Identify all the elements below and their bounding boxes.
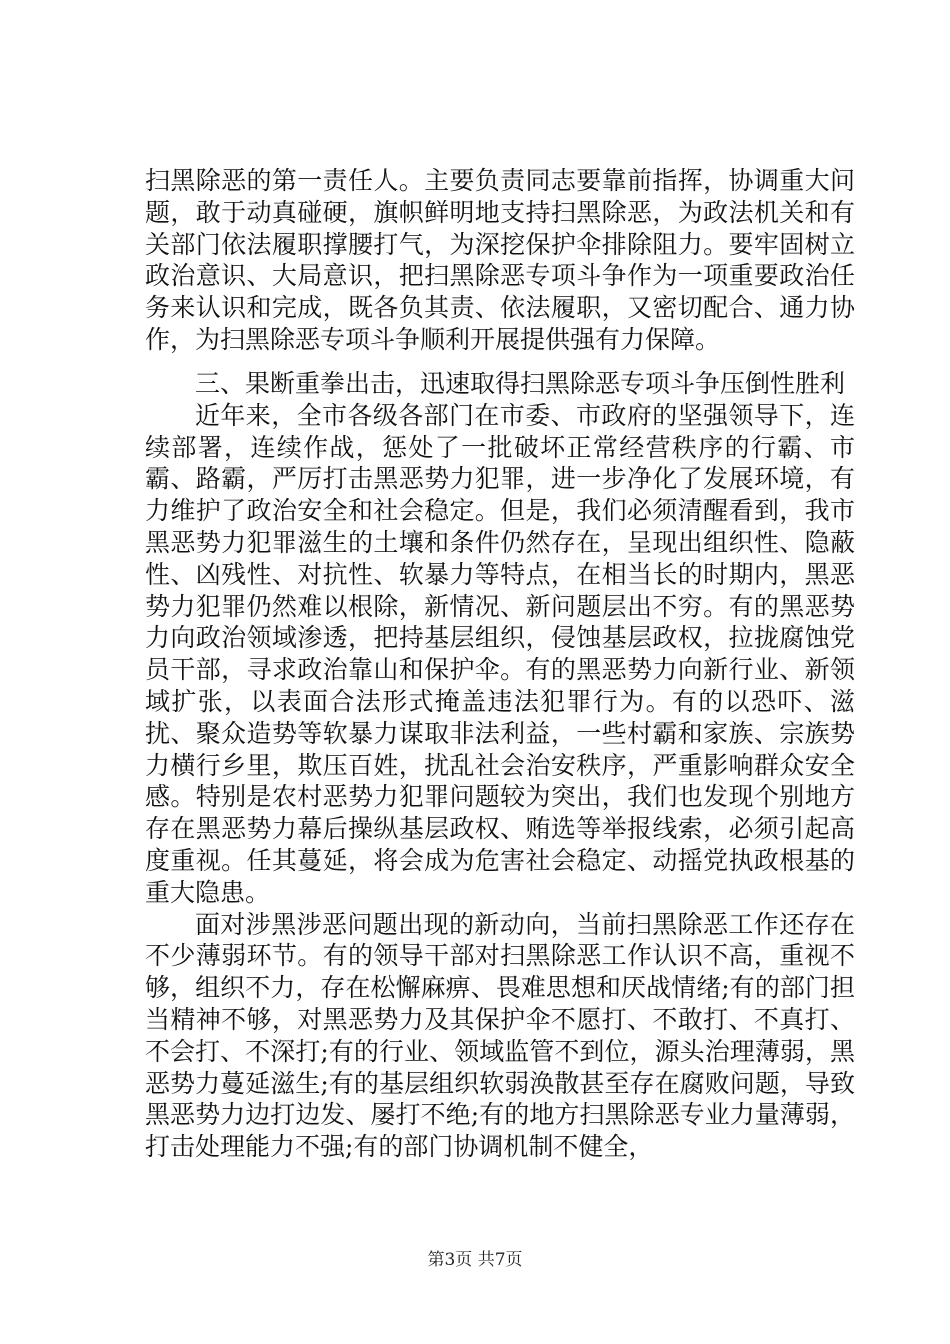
document-body <box>145 165 855 356</box>
paragraph-continuation: 扫黑除恶的第一责任人。主要负责同志要靠前指挥，协调重大问题，敢于动真碰硬，旗帜鲜明地支持扫黑除恶，为政法机关和有关部门依法履职撑腰打气，为深挖保护伞排除阻力。要牢固树立政治意识、大局意识，把扫黑除恶专项斗争作为一项重要政治任务来认识和完成，既各负其责、依法履职，又密切配合、通力协作，为扫黑除恶专项斗争顺利开展提供强有力保障。 <box>145 166 855 354</box>
paragraph-3: 面对涉黑涉恶问题出现的新动向，当前扫黑除恶工作还存在不少薄弱环节。有的领导干部对扫黑除恶工作认识不高，重视不够，组织不力，存在松懈麻痹、畏难思想和厌战情绪;有的部门担当精神不够，对黑恶势力及其保护伞不愿打、不敢打、不真打、不会打、不深打;有的行业、领域监管不到位，源头治理薄弱，黑恶势力蔓延滋生;有的基层组织软弱涣散甚至存在腐败问题，导致黑恶势力边打边发、屡打不绝;有的地方扫黑除恶专业力量薄弱，打击处理能力不强;有的部门协调机制不健全， <box>145 909 855 1162</box>
page-number: 第3页 共7页 <box>427 1250 523 1270</box>
document-section <box>145 368 855 1163</box>
page-footer <box>0 1245 950 1270</box>
paragraph-2: 近年来，全市各级各部门在市委、市政府的坚强领导下，连续部署，连续作战，惩处了一批破坏正常经营秩序的行霸、市霸、路霸，严厉打击黑恶势力犯罪，进一步净化了发展环境，有力维护了政治安全和社会稳定。但是，我们必须清醒看到，我市黑恶势力犯罪滋生的土壤和条件仍然存在，呈现出组织性、隐蔽性、凶残性、对抗性、软暴力等特点，在相当长的时期内，黑恶势力犯罪仍然难以根除，新情况、新问题层出不穷。有的黑恶势力向政治领域渗透，把持基层组织，侵蚀基层政权，拉拢腐蚀党员干部，寻求政治靠山和保护伞。有的黑恶势力向新行业、新领域扩张，以表面合法形式掩盖违法犯罪行为。有的以恐吓、滋扰、聚众造势等软暴力谋取非法利益，一些村霸和家族、宗族势力横行乡里，欺压百姓，扰乱社会治安秩序，严重影响群众安全感。特别是农村恶势力犯罪问题较为突出，我们也发现个别地方存在黑恶势力幕后操纵基层政权、贿选等举报线索，必须引起高度重视。任其蔓延，将会成为危害社会稳定、动摇党执政根基的重大隐患。 <box>145 400 855 907</box>
section-heading: 三、果断重拳出击，迅速取得扫黑除恶专项斗争压倒性胜利 <box>195 369 846 398</box>
